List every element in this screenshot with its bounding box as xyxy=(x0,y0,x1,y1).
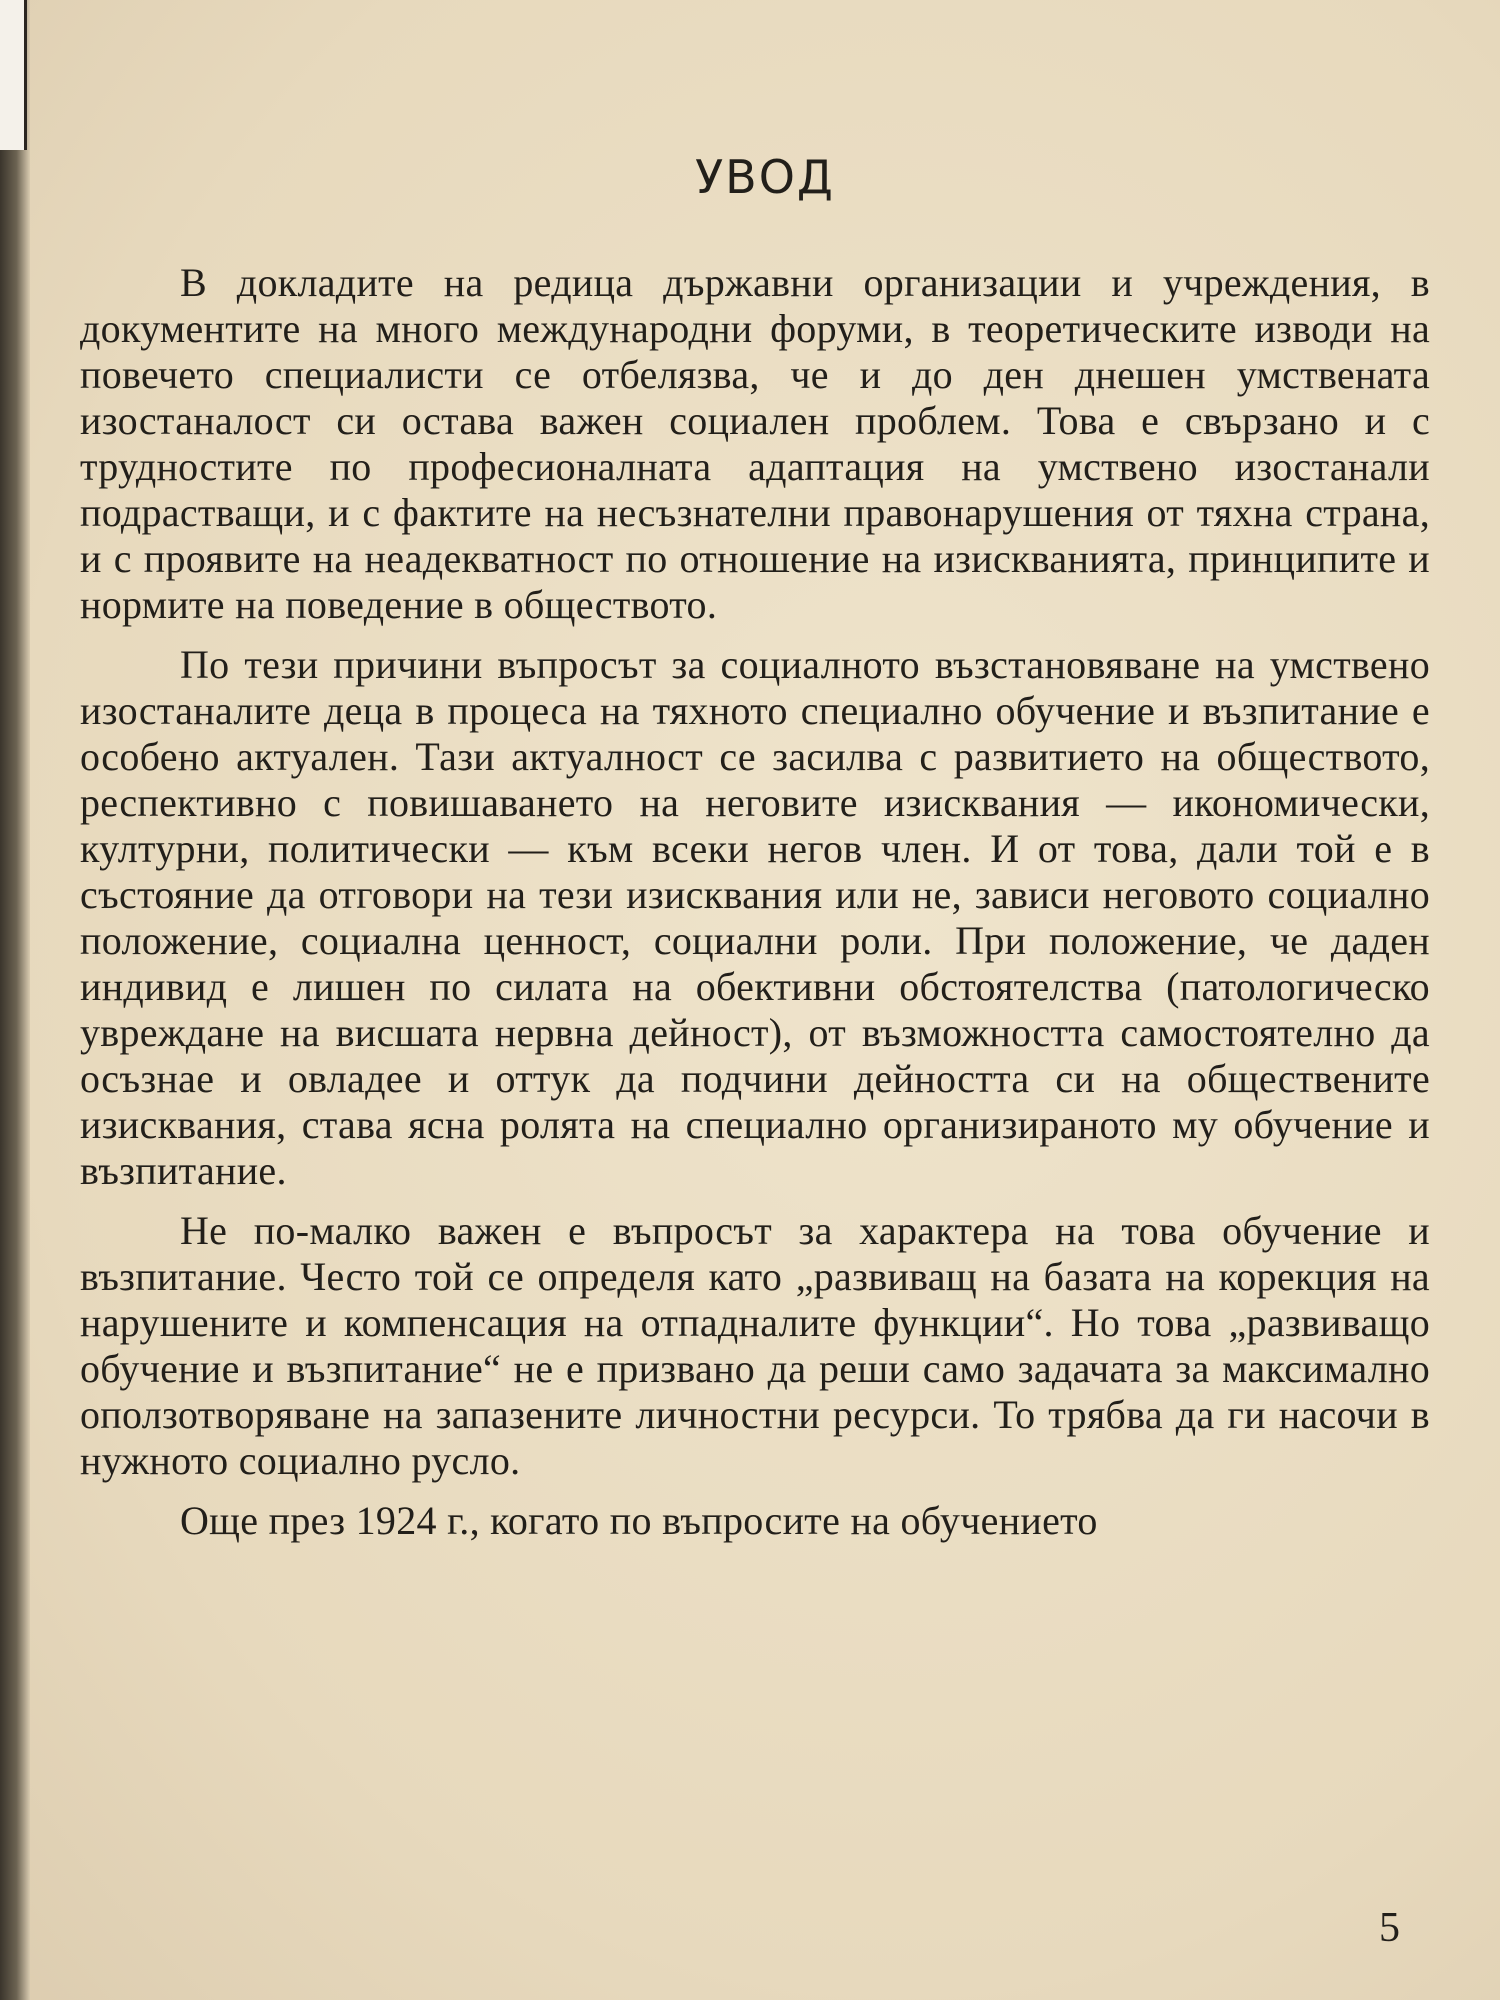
paragraph-3: Не по-малко важен е въпросът за характера на това обучение и възпитание. Често той се определя като „развиващ на базата на корекция на нарушените и компенсация на отпадналите функции“. Но това „развиващо обучение и възпитание“ не е призвано да реши само задачата за максимално оползотворяване на запазените личностни ресурси. То трябва да ги насочи в нужното социално русло. xyxy=(80,1208,1430,1483)
chapter-title: УВОД xyxy=(695,150,835,204)
paragraph-2: По тези причини въпросът за социалното възстановяване на умствено изостаналите деца в процеса на тяхното специално обучение и възпитание е особено актуален. Тази актуалност се засилва с развитието на обществото, респективно с повишаването на неговите изисквания — икономически, културни, политически — към всеки негов член. И от това, дали той е в състояние да отговори на тези изисквания или не, зависи неговото социално положение, социална ценност, социални роли. При положение, че даден индивид е лишен по силата на обективни обстоятелства (патологическо увреждане на висшата нервна дейност), от възможността самостоятелно да осъзнае и овладее и оттук да подчини дейността си на обществените изисквания, става ясна ролята на специално организираното му обучение и възпитание. xyxy=(80,642,1430,1193)
paragraph-1: В докладите на редица държавни организации и учреждения, в документите на много международни форуми, в теоретическите изводи на повечето специалисти се отбелязва, че и до ден днешен умствената изостаналост си остава важен социален проблем. Това е свързано и с трудностите по професионалната адаптация на умствено изостанали подрастващи, и с фактите на несъзнателни правонарушения от тяхна страна, и с проявите на неадекватност по отношение на изискванията, принципите и нормите на поведение в обществото. xyxy=(80,260,1430,627)
paragraph-4: Още през 1924 г., когато по въпросите на обучението xyxy=(180,1498,1098,1543)
bookmark-strip xyxy=(0,0,27,150)
book-spine xyxy=(0,0,30,2000)
page-content xyxy=(80,150,1430,1558)
page-number: 5 xyxy=(1379,1905,1400,1951)
